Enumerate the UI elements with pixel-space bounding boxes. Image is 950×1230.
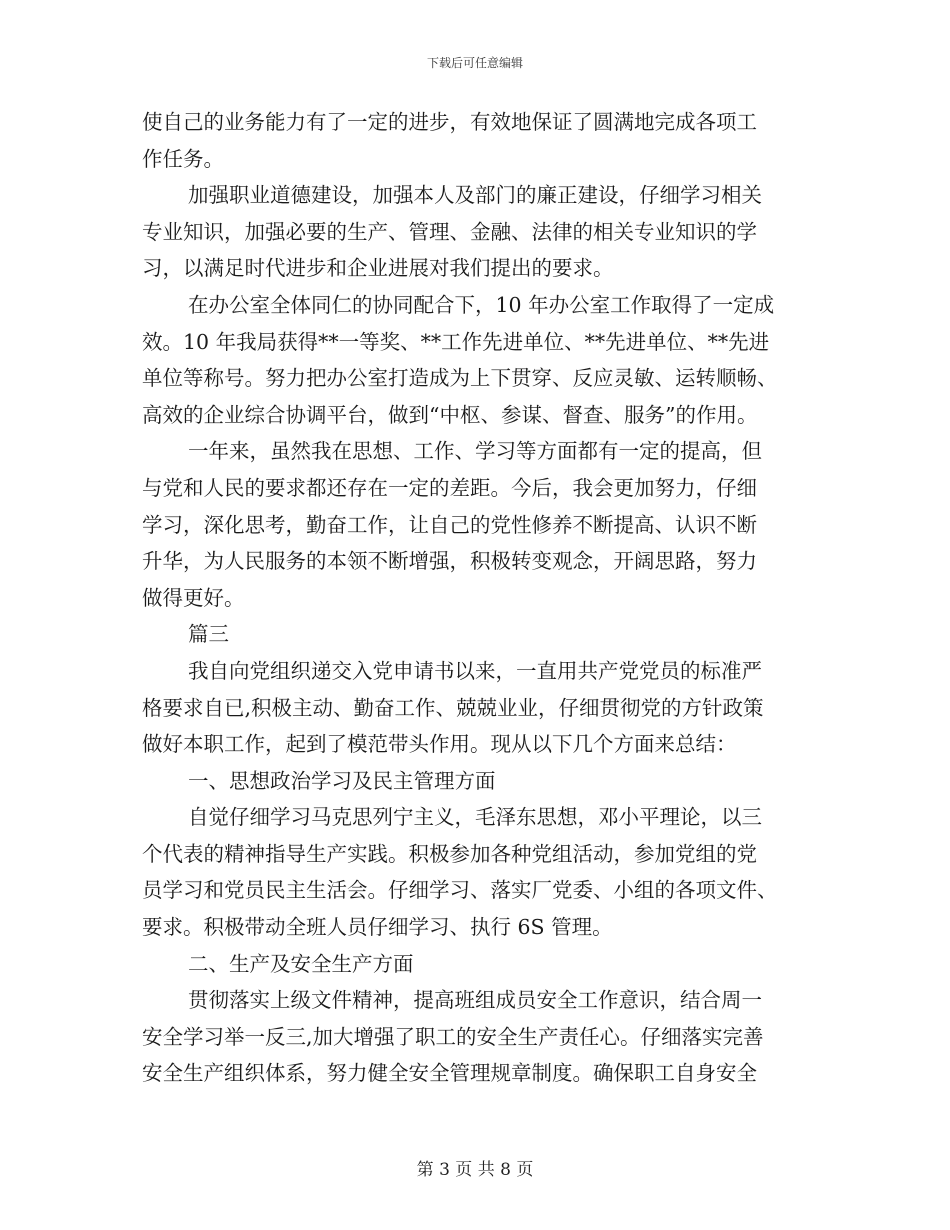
text-line-26: 安全学习举一反三,加大增强了职工的安全生产责任心。仔细落实完善 (142, 1024, 764, 1049)
text-line-5: 习，以满足时代进步和企业进展对我们提出的要求。 (142, 256, 614, 281)
text-line-2: 作任务。 (142, 146, 224, 171)
text-line-18: 做好本职工作，起到了模范带头作用。现从以下几个方面来总结： (142, 732, 737, 757)
text-line-10: 一年来，虽然我在思想、工作、学习等方面都有一定的提高，但 (188, 439, 762, 464)
text-line-25: 贯彻落实上级文件精神，提高班组成员安全工作意识，结合周一 (188, 988, 762, 1013)
text-line-23: 要求。积极带动全班人员仔细学习、执行 6S 管理。 (142, 915, 613, 940)
text-line-27: 安全生产组织体系，努力健全安全管理规章制度。确保职工自身安全 (142, 1061, 757, 1086)
text-line-16: 我自向党组织递交入党申请书以来，一直用共产党党员的标准严 (188, 658, 762, 683)
page-header: 下载后可任意编辑 (426, 56, 523, 70)
subsection-heading-1: 一、思想政治学习及民主管理方面 (188, 768, 496, 793)
text-line-9: 高效的企业综合协调平台，做到“中枢、参谋、督查、服务”的作用。 (142, 402, 758, 427)
page-number-footer: 第 3 页 共 8 页 (416, 1160, 534, 1180)
text-line-14: 做得更好。 (142, 585, 245, 610)
text-line-20: 自觉仔细学习马克思列宁主义，毛泽东思想，邓小平理论，以三 (188, 805, 762, 830)
subsection-heading-2: 二、生产及安全生产方面 (188, 951, 414, 976)
text-line-17: 格要求自已,积极主动、勤奋工作、兢兢业业，仔细贯彻党的方针政策 (142, 695, 764, 720)
text-line-7: 效。10 年我局获得**一等奖、**工作先进单位、**先进单位、**先进 (142, 329, 770, 354)
text-line-11: 与党和人民的要求都还存在一定的差距。今后，我会更加努力，仔细 (142, 475, 757, 500)
section-heading-pian-san: 篇三 (188, 622, 229, 647)
text-line-3: 加强职业道德建设，加强本人及部门的廉正建设，仔细学习相关 (188, 183, 762, 208)
text-line-13: 升华，为人民服务的本领不断增强，积极转变观念，开阔思路，努力 (142, 549, 757, 574)
text-line-6: 在办公室全体同仁的协同配合下，10 年办公室工作取得了一定成 (188, 292, 775, 317)
text-line-21: 个代表的精神指导生产实践。积极参加各种党组活动，参加党组的党 (142, 841, 757, 866)
text-line-22: 员学习和党员民主生活会。仔细学习、落实厂党委、小组的各项文件、 (142, 878, 778, 903)
text-line-1: 使自己的业务能力有了一定的进步，有效地保证了圆满地完成各项工 (142, 110, 757, 134)
text-line-8: 单位等称号。努力把办公室打造成为上下贯穿、反应灵敏、运转顺畅、 (142, 366, 778, 391)
document-body (142, 104, 822, 1092)
text-line-4: 专业知识，加强必要的生产、管理、金融、法律的相关专业知识的学 (142, 219, 757, 244)
text-line-12: 学习，深化思考，勤奋工作，让自己的党性修养不断提高、认识不断 (142, 512, 757, 537)
